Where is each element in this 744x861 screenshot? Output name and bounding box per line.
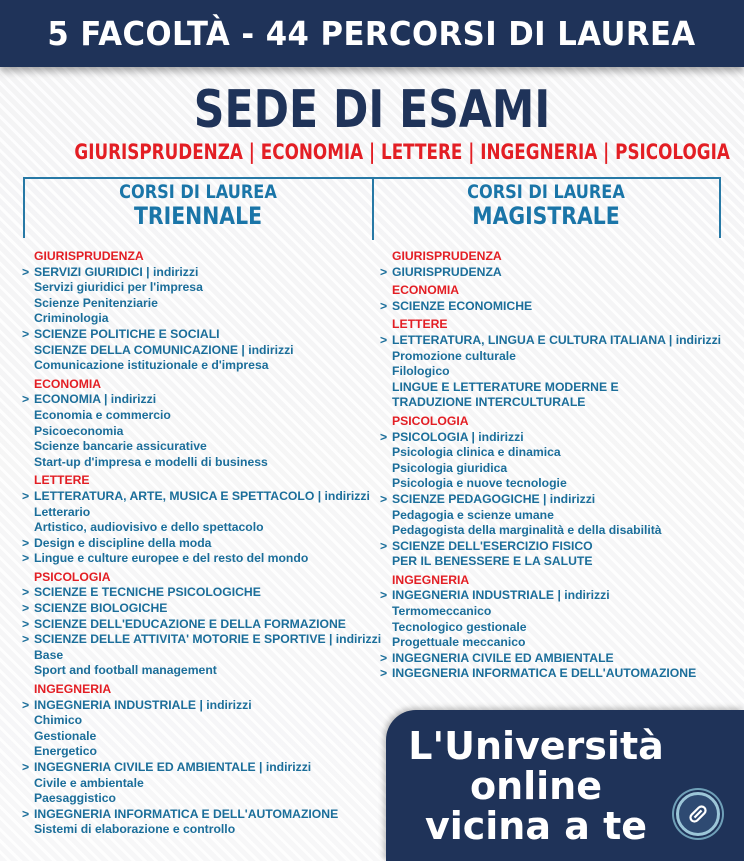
course-label: INGEGNERIA CIVILE ED AMBIENTALE | indirizzi bbox=[34, 760, 312, 774]
course-label: Energetico bbox=[34, 744, 97, 759]
course-subitem bbox=[22, 296, 372, 312]
paperclip-logo-icon bbox=[685, 801, 711, 827]
course-subitem bbox=[380, 461, 740, 477]
course-subitem bbox=[380, 508, 740, 524]
faculty-section bbox=[380, 573, 740, 682]
course-item bbox=[380, 430, 740, 446]
course-item bbox=[22, 489, 372, 505]
triennale-heading bbox=[25, 181, 371, 229]
course-label: Criminologia bbox=[34, 311, 109, 326]
chevron-right-icon: > bbox=[22, 488, 30, 503]
chevron-right-icon: > bbox=[22, 760, 30, 774]
faculty-title: GIURISPRUDENZA bbox=[392, 249, 502, 263]
course-label: Economia e commercio bbox=[34, 407, 171, 422]
course-label: Scienze bancarie assicurative bbox=[34, 439, 207, 454]
chevron-right-icon: > bbox=[22, 632, 30, 647]
chevron-right-icon: > bbox=[22, 616, 30, 631]
magistrale-heading-line1: CORSI DI LAUREA bbox=[467, 181, 625, 203]
faculty-section bbox=[380, 414, 740, 570]
course-label: Filologico bbox=[392, 364, 450, 379]
course-subitem bbox=[380, 604, 740, 620]
course-label: Civile e ambientale bbox=[34, 775, 144, 790]
chevron-right-icon: > bbox=[22, 326, 30, 341]
faculty-section bbox=[22, 682, 372, 838]
course-item bbox=[22, 632, 382, 648]
course-item bbox=[22, 265, 372, 281]
course-subitem bbox=[380, 380, 740, 396]
course-label: SCIENZE DELL'ESERCIZIO FISICO bbox=[392, 538, 593, 553]
course-item bbox=[22, 807, 372, 823]
faculty-section bbox=[380, 283, 740, 314]
course-label: Termomeccanico bbox=[392, 604, 492, 619]
course-label: Design e discipline della moda bbox=[34, 535, 212, 550]
course-label: Psicologia giuridica bbox=[392, 460, 508, 475]
course-label: SCIENZE E TECNICHE PSICOLOGICHE bbox=[34, 585, 261, 600]
course-label: Sistemi di elaborazione e controllo bbox=[34, 822, 236, 837]
course-label: Progettuale meccanico bbox=[392, 635, 526, 650]
course-item bbox=[22, 536, 372, 552]
faculty-section bbox=[22, 569, 382, 679]
course-subitem bbox=[22, 729, 372, 745]
chevron-right-icon: > bbox=[380, 650, 388, 665]
course-item bbox=[22, 698, 372, 714]
course-label: Lingue e culture europee e del resto del mondo bbox=[34, 551, 309, 566]
faculty-title: PSICOLOGIA bbox=[392, 413, 469, 428]
course-subitem bbox=[22, 424, 372, 440]
course-subitem bbox=[380, 554, 740, 570]
faculty-section bbox=[380, 249, 740, 280]
course-label: INGEGNERIA CIVILE ED AMBIENTALE bbox=[392, 650, 614, 665]
course-label: SCIENZE POLITICHE E SOCIALI bbox=[34, 326, 220, 341]
course-item bbox=[380, 333, 740, 349]
course-subitem bbox=[22, 280, 372, 296]
chevron-right-icon: > bbox=[380, 298, 388, 313]
course-label: SCIENZE DELLA COMUNICAZIONE | indirizzi bbox=[34, 342, 294, 357]
course-subitem bbox=[22, 455, 372, 471]
slogan-line1: L'Università bbox=[408, 724, 664, 768]
course-subitem bbox=[22, 358, 372, 374]
faculty-title: PSICOLOGIA bbox=[34, 569, 111, 584]
course-subitem bbox=[22, 791, 372, 807]
course-label: LETTERATURA, ARTE, MUSICA E SPETTACOLO | indirizzi bbox=[34, 488, 370, 503]
slogan-line3: vicina a te bbox=[424, 804, 648, 848]
faculty-title: INGEGNERIA bbox=[392, 572, 470, 587]
faculty-title: ECONOMIA bbox=[34, 376, 102, 391]
faculty-section bbox=[380, 317, 740, 411]
course-label: INGEGNERIA INFORMATICA E DELL'AUTOMAZIONE bbox=[392, 666, 697, 681]
course-subitem bbox=[22, 505, 372, 521]
course-label: LINGUE E LETTERATURE MODERNE E bbox=[392, 379, 619, 394]
faculty-section bbox=[22, 377, 372, 471]
course-label: SCIENZE ECONOMICHE bbox=[392, 298, 533, 313]
course-label: SCIENZE BIOLOGICHE bbox=[34, 601, 168, 616]
course-subitem bbox=[22, 713, 372, 729]
course-label: Gestionale bbox=[34, 728, 97, 743]
course-label: Servizi giuridici per l'impresa bbox=[34, 280, 203, 295]
faculty-title: LETTERE bbox=[34, 473, 90, 488]
course-item bbox=[380, 299, 740, 315]
course-label: Paesaggistico bbox=[34, 791, 116, 806]
course-item bbox=[380, 539, 740, 555]
faculty-section bbox=[22, 249, 372, 374]
chevron-right-icon: > bbox=[22, 535, 30, 550]
course-item bbox=[22, 551, 372, 567]
slogan-line2: online bbox=[469, 764, 603, 808]
course-subitem bbox=[22, 439, 372, 455]
chevron-right-icon: > bbox=[380, 538, 388, 553]
course-subitem bbox=[380, 349, 740, 365]
course-label: Psicoeconomia bbox=[34, 423, 124, 438]
faculties-line: GIURISPRUDENZA | ECONOMIA | LETTERE | INGEGNERIA | PSICOLOGIA bbox=[74, 140, 730, 164]
course-item bbox=[380, 651, 740, 667]
course-label: ECONOMIA | indirizzi bbox=[34, 392, 157, 407]
course-item bbox=[22, 392, 372, 408]
course-label: PSICOLOGIA | indirizzi bbox=[392, 429, 524, 444]
course-subitem bbox=[380, 523, 740, 539]
course-subitem bbox=[380, 445, 740, 461]
course-label: SCIENZE DELL'EDUCAZIONE E DELLA FORMAZIONE bbox=[34, 616, 346, 631]
course-label: SERVIZI GIURIDICI | indirizzi bbox=[34, 264, 199, 279]
course-subitem bbox=[380, 620, 740, 636]
university-seal-icon bbox=[676, 792, 720, 836]
course-subitem bbox=[22, 663, 372, 679]
course-label: Tecnologico gestionale bbox=[392, 619, 527, 634]
course-subitem bbox=[22, 408, 372, 424]
course-subitem bbox=[380, 395, 740, 411]
chevron-right-icon: > bbox=[380, 332, 388, 347]
slogan-card bbox=[386, 710, 744, 861]
faculty-title: LETTERE bbox=[392, 317, 448, 332]
course-item bbox=[380, 666, 740, 682]
course-label: Psicologia e nuove tecnologie bbox=[392, 476, 567, 491]
chevron-right-icon: > bbox=[22, 697, 30, 712]
course-label: LETTERATURA, LINGUA E CULTURA ITALIANA | indirizzi bbox=[392, 332, 722, 347]
course-label: Pedagogia e scienze umane bbox=[392, 507, 554, 522]
course-subitem bbox=[22, 311, 372, 327]
course-item bbox=[380, 588, 740, 604]
course-label: Scienze Penitenziarie bbox=[34, 295, 158, 310]
chevron-right-icon: > bbox=[380, 264, 388, 279]
course-label: PER IL BENESSERE E LA SALUTE bbox=[392, 554, 593, 569]
chevron-right-icon: > bbox=[22, 392, 30, 407]
course-item bbox=[22, 585, 372, 601]
faculty-section bbox=[22, 473, 372, 567]
course-subitem bbox=[22, 648, 372, 664]
triennale-heading-line2: TRIENNALE bbox=[133, 202, 263, 230]
banner-text: 5 FACOLTÀ - 44 PERCORSI DI LAUREA bbox=[47, 14, 697, 53]
faculty-title: GIURISPRUDENZA bbox=[34, 249, 144, 263]
course-subitem bbox=[380, 635, 740, 651]
course-label: Artistico, audiovisivo e dello spettacolo bbox=[34, 520, 264, 535]
course-subitem bbox=[22, 776, 372, 792]
course-label: SCIENZE DELLE ATTIVITA' MOTORIE E SPORTIVE | indirizzi bbox=[34, 632, 382, 647]
course-subitem bbox=[22, 343, 372, 359]
course-label: Sport and football management bbox=[34, 663, 217, 678]
chevron-right-icon: > bbox=[22, 601, 30, 616]
course-label: INGEGNERIA INDUSTRIALE | indirizzi bbox=[34, 697, 252, 712]
course-label: Base bbox=[34, 647, 64, 662]
course-subitem bbox=[22, 744, 372, 760]
course-label: Comunicazione istituzionale e d'impresa bbox=[34, 358, 269, 373]
chevron-right-icon: > bbox=[380, 429, 388, 444]
course-item bbox=[22, 760, 372, 776]
magistrale-heading-line2: MAGISTRALE bbox=[472, 202, 620, 230]
magistrale-course-list bbox=[380, 249, 740, 685]
triennale-course-list bbox=[22, 249, 382, 841]
course-item bbox=[380, 265, 740, 281]
chevron-right-icon: > bbox=[380, 666, 388, 681]
course-subitem bbox=[380, 364, 740, 380]
course-item bbox=[22, 327, 372, 343]
course-item bbox=[22, 617, 372, 633]
top-banner bbox=[0, 0, 744, 67]
course-item bbox=[22, 601, 372, 617]
chevron-right-icon: > bbox=[380, 491, 388, 506]
triennale-heading-line1: CORSI DI LAUREA bbox=[119, 181, 277, 203]
chevron-right-icon: > bbox=[22, 806, 30, 821]
chevron-right-icon: > bbox=[22, 585, 30, 600]
course-subitem bbox=[22, 822, 372, 838]
magistrale-heading bbox=[372, 181, 720, 229]
course-label: SCIENZE PEDAGOGICHE | indirizzi bbox=[392, 491, 596, 506]
course-label: Promozione culturale bbox=[392, 348, 516, 363]
faculty-title: INGEGNERIA bbox=[34, 682, 112, 697]
course-label: INGEGNERIA INFORMATICA E DELL'AUTOMAZIONE bbox=[34, 806, 339, 821]
course-label: TRADUZIONE INTERCULTURALE bbox=[392, 395, 586, 410]
course-label: Start-up d'impresa e modelli di business bbox=[34, 454, 268, 469]
course-label: INGEGNERIA INDUSTRIALE | indirizzi bbox=[392, 588, 610, 603]
chevron-right-icon: > bbox=[380, 588, 388, 603]
course-subitem bbox=[22, 520, 372, 536]
course-label: Psicologia clinica e dinamica bbox=[392, 445, 561, 460]
course-label: GIURISPRUDENZA bbox=[392, 264, 502, 279]
chevron-right-icon: > bbox=[22, 264, 30, 279]
course-label: Chimico bbox=[34, 713, 83, 728]
course-subitem bbox=[380, 476, 740, 492]
course-item bbox=[380, 492, 740, 508]
faculty-title: ECONOMIA bbox=[392, 283, 460, 298]
page-title: SEDE DI ESAMI bbox=[193, 80, 551, 140]
slogan bbox=[386, 726, 686, 846]
chevron-right-icon: > bbox=[22, 551, 30, 566]
course-label: Letterario bbox=[34, 504, 91, 519]
course-label: Pedagogista della marginalità e della disabilità bbox=[392, 523, 662, 538]
